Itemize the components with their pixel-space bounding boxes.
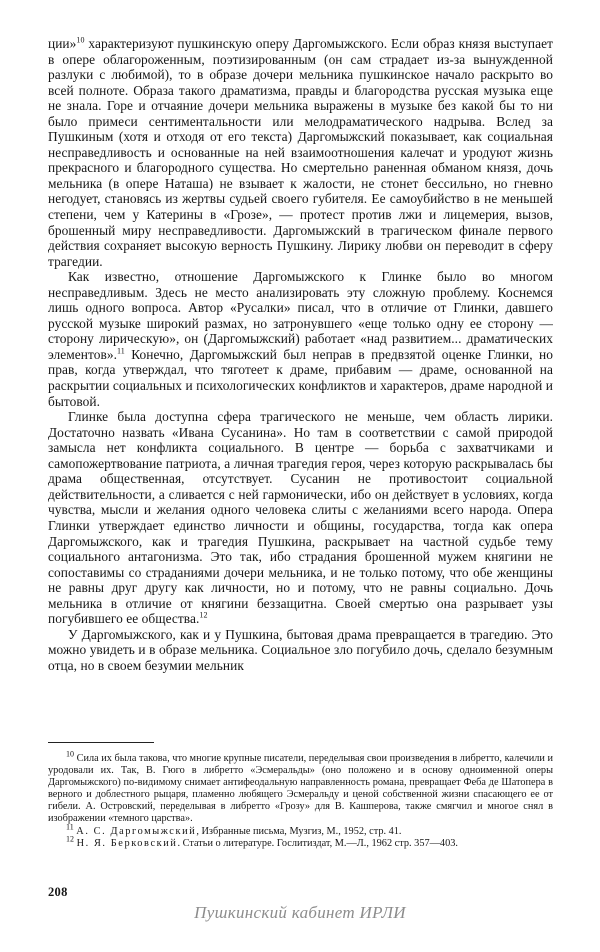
footnote-ref-11[interactable]: 11 bbox=[117, 346, 125, 356]
paragraph-2 bbox=[48, 269, 553, 409]
paragraph-1 bbox=[48, 36, 553, 269]
footnote-12 bbox=[48, 834, 553, 850]
paragraph-2-end: Конечно, Даргомыжский был неправ в предвзятой оценке Глинки, но прав, когда утверждал, что тяготеет к драме, прибавим — драме, основанной на раскрытии социальных и психологических конфликтов и характеров, драме народной и бытовой. bbox=[48, 346, 553, 409]
paragraph-4: У Даргомыжского, как и у Пушкина, бытовая драма превращается в трагедию. Это можно увидеть и в образе мельника. Социальное зло погубило дочь, сделало безумным отца, но в своем безумии мельник bbox=[48, 626, 553, 673]
paragraph-2-text: Как известно, отношение Даргомыжского к Глинке было во многом несправедливым. Здесь не место анализировать эту сложную проблему. Коснемся лишь одного вопроса. Автор «Русалки» писал, что в отличие от Глинки, давшего русской музыке широкий размах, но затронувшего «еще только одну ее сторону — сторону лирическую», он (Даргомыжский) работает «над развитием... драматических элементов». bbox=[48, 269, 553, 362]
footnote-12-number: 12 bbox=[66, 834, 74, 844]
footnote-11-author: А. С. Даргомыжский bbox=[76, 825, 197, 837]
paragraph-1-text: характеризуют пушкинскую оперу Даргомыжского. Если образ князя выступает в опере облагороженным, поэтизированным (он сам страдает из-за вынужденной разлуки с любимой), то в образе дочери мельника пушкинское начало раскрыто во всей полноте. Образа такого драматизма, правды и благородства русская музыка еще не знала. Горе и отчаяние дочери мельника выражены в музыке без какой бы то ни было примеси сентиментальности или мелодраматического надрыва. Вслед за Пушкиным (хотя и отходя от его текста) Даргомыжский показывает, как социальная несправедливость и основанные на ней взаимоотношения калечат и уродуют жизнь прекрасного и благородного существа. Но смертельно раненная обманом князя, дочь мельника (в опере Наташа) не взывает к жалости, не стонет бессильно, но гневно негодует, становясь из жертвы судьей своего губителя. Ее самоубийство в не меньшей степени, чем у Катерины в «Грозе», — протест против лжи и лицемерия, вызов, брошенный миру несправедливости. Даргомыжский в трагическом финале первого действия сохраняет высокую верность Пушкину. Лирику любви он переводит в сферу трагедии. bbox=[48, 36, 553, 269]
footnotes bbox=[48, 749, 553, 850]
footnote-12-text: . Статьи о литературе. Гослитиздат, М.—Л., 1962 стр. 357—403. bbox=[177, 837, 458, 849]
main-text bbox=[48, 36, 553, 673]
footnote-12-author: Н. Я. Берковский bbox=[76, 837, 178, 849]
footnote-11-text: , Избранные письма, Музгиз, М., 1952, стр. 41. bbox=[196, 825, 402, 837]
footnote-11 bbox=[48, 822, 553, 838]
paragraph-3-text: Глинке была доступна сфера трагического не меньше, чем область лирики. Достаточно назвать «Ивана Сусанина». Но там в соответствии с самой природой замысла нет конфликта социального. В центре — борьба с захватчиками и самопожертвование патриота, а личная трагедия героя, через которую раскрывалась бы драма общественная, отсутствует. Сусанин не противостоит социальной действительности, а сливается с ней гармонически, ибо он действует в условиях, когда чувства, мысли и желания одного человека слиты с желаниями всего народа. Опера Глинки утверждает единство личности и общины, государства, тогда как опера Даргомыжского, как и трагедия Пушкина, раскрывает на частной судьбе тему социального антагонизма. Это так, ибо страдания брошенной мужем княгини не сопоставимы со страданиями дочери мельника, и не только потому, что обе женщины не равны друг другу как личности, но и потому, что не равны социально. Дочь мельника в отличие от княгини беззащитна. Своей смертью она разрывает узы погубившего ее общества. bbox=[48, 409, 553, 627]
footnote-ref-10[interactable]: 10 bbox=[76, 35, 85, 45]
footnote-11-number: 11 bbox=[66, 822, 74, 832]
watermark: Пушкинский кабинет ИРЛИ bbox=[194, 903, 406, 922]
paragraph-1-start: ции» bbox=[48, 36, 77, 51]
paragraph-3 bbox=[48, 409, 553, 627]
page-number: 208 bbox=[48, 885, 68, 899]
footnote-10-number: 10 bbox=[66, 749, 74, 759]
footnote-divider bbox=[48, 742, 154, 743]
footnote-10-text: Сила их была такова, что многие крупные писатели, переделывая свои произведения в либретто, калечили и уродовали их. Так, В. Гюго в либретто «Эсмеральды» (оно положено и в основу одноименной оперы Даргомыжского) по-видимому снимает антифеодальную направленность романа, превращает Феба де Шатопера в верного и доблестного рыцаря, пламенно любящего Эсмеральду и ценой собственной жизни спасающего ее от гибели. А. Островский, переделывая в либретто «Грозу» для В. Кашперова, также смягчил и многое снял в изображении «темного царства». bbox=[48, 753, 553, 825]
footnote-ref-12[interactable]: 12 bbox=[199, 610, 208, 620]
footnote-10 bbox=[48, 749, 553, 826]
